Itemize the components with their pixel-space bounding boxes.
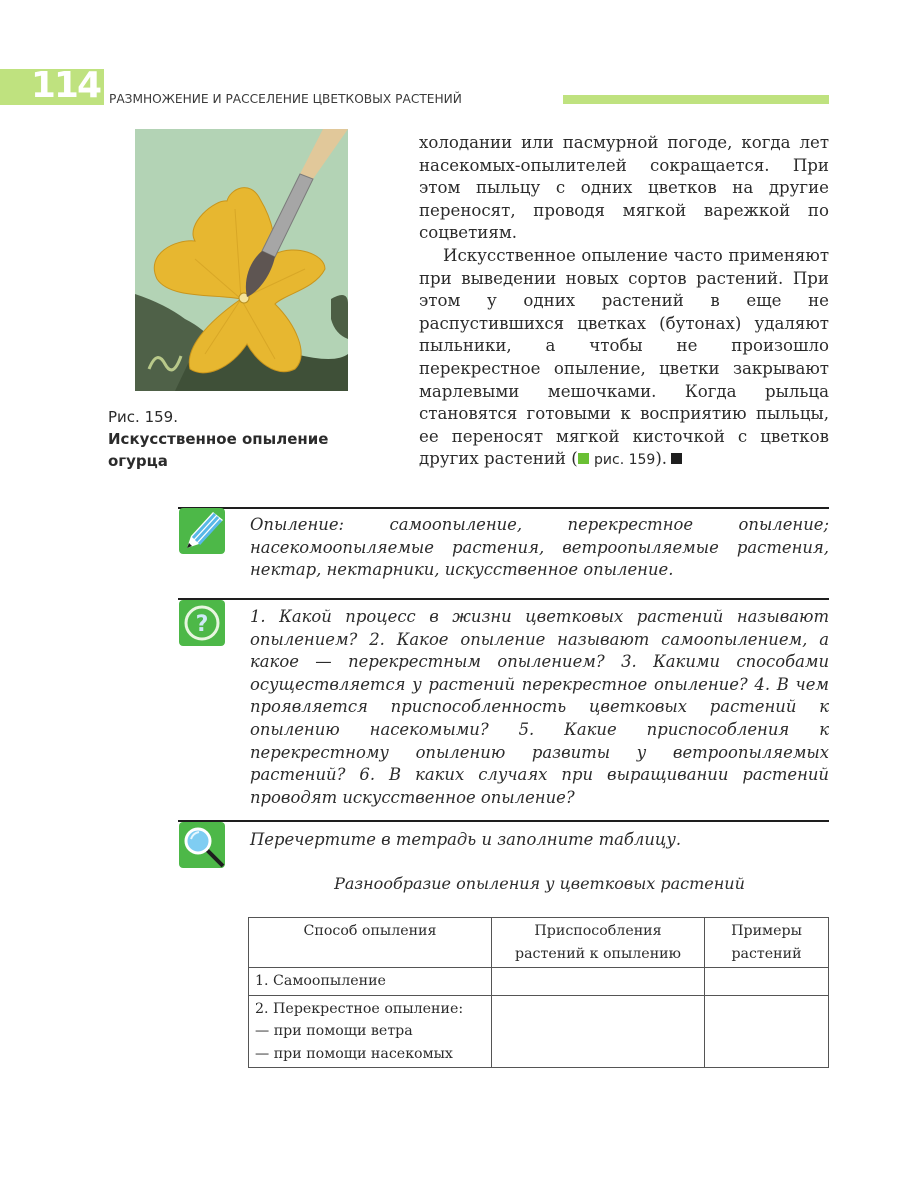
paragraph-2-text: Искусственное опыление часто применяют при выведении новых сортов растений. При этом у одних растений в еще не распустившихся цветках (бутонах) удаляют пыльники, а чтобы не произошло перекрестное опыление, цветки закрывают марлевыми мешочками. Когда рыльца становятся готовыми к восприятию пыльцы, ее переносят мягкой кисточкой с цветков других растений (	[419, 245, 829, 469]
table-title: Разнообразие опыления у цветковых растений	[334, 874, 745, 893]
row-adaptations	[492, 968, 705, 996]
paragraph-1: холодании или пасмурной погоде, когда лет насекомых-опылителей сокращается. При этом пыльцу с одних цветков на другие переносят, проводя мягкой варежкой по соцветиям.	[419, 133, 829, 243]
table-header-row	[249, 918, 829, 968]
method-line: 1. Самоопыление	[255, 973, 386, 989]
body-text	[419, 132, 829, 472]
method-line: — при помощи насекомых	[255, 1045, 453, 1062]
row-method	[249, 995, 492, 1068]
pollination-table	[248, 917, 829, 1068]
questions-text: 1. Какой процесс в жизни цветковых растений называют опылением? 2. Какое опыление называют самоопылением, а какое — перекрестным опылением? 3. Какими способами осуществляется у растений перекрестное опыление? 4. В чем проявляется приспособленность цветковых растений к опылению насекомыми? 5. Какие приспособления к перекрестному опылению развиты у ветроопыляемых растений? 6. В каких случаях при выращивании растений проводят искусственное опыление?	[250, 607, 829, 807]
table-row	[249, 995, 829, 1068]
task-rule	[178, 820, 829, 822]
paragraph-2	[419, 245, 829, 472]
running-head: РАЗМНОЖЕНИЕ И РАССЕЛЕНИЕ ЦВЕТКОВЫХ РАСТЕНИЙ	[109, 92, 462, 106]
header-examples: Примеры растений	[705, 918, 829, 968]
figure-title: Искусственное опыление огурца	[108, 430, 329, 470]
row-adaptations	[492, 995, 705, 1068]
header-accent-bar	[563, 95, 829, 104]
row-examples	[705, 968, 829, 996]
page-number-block	[0, 65, 104, 106]
row-examples	[705, 995, 829, 1068]
row-method	[249, 968, 492, 996]
figure-ref-marker-icon	[578, 453, 589, 464]
method-line: 2. Перекрестное опыление:	[255, 1000, 464, 1017]
header-method: Способ опыления	[249, 918, 492, 968]
svg-text:?: ?	[195, 612, 209, 637]
terms-text: Опыление: самоопыление, перекрестное опыление; насекомоопыляемые растения, ветроопыляемые растения, нектар, нектарники, искусственное опыление.	[250, 515, 829, 580]
pencil-icon	[179, 508, 225, 554]
figure-number: Рис. 159.	[108, 408, 178, 426]
flower-photo	[135, 129, 348, 391]
questions-rule	[178, 598, 829, 600]
header-adaptations: Приспособления растений к опылению	[492, 918, 705, 968]
question-icon	[179, 600, 225, 646]
task-text: Перечертите в тетрадь и заполните таблицу.	[250, 830, 682, 849]
magnifier-icon	[179, 822, 225, 868]
method-line: — при помощи ветра	[255, 1023, 413, 1039]
figure-image	[135, 129, 348, 391]
figure-ref-link[interactable]: рис. 159	[594, 452, 656, 469]
table-row	[249, 968, 829, 996]
figure-caption	[108, 406, 358, 472]
terms-rule	[178, 507, 829, 509]
paragraph-2-end: ).	[655, 449, 668, 469]
section-end-icon	[671, 453, 682, 464]
page-number: 114	[30, 65, 100, 106]
